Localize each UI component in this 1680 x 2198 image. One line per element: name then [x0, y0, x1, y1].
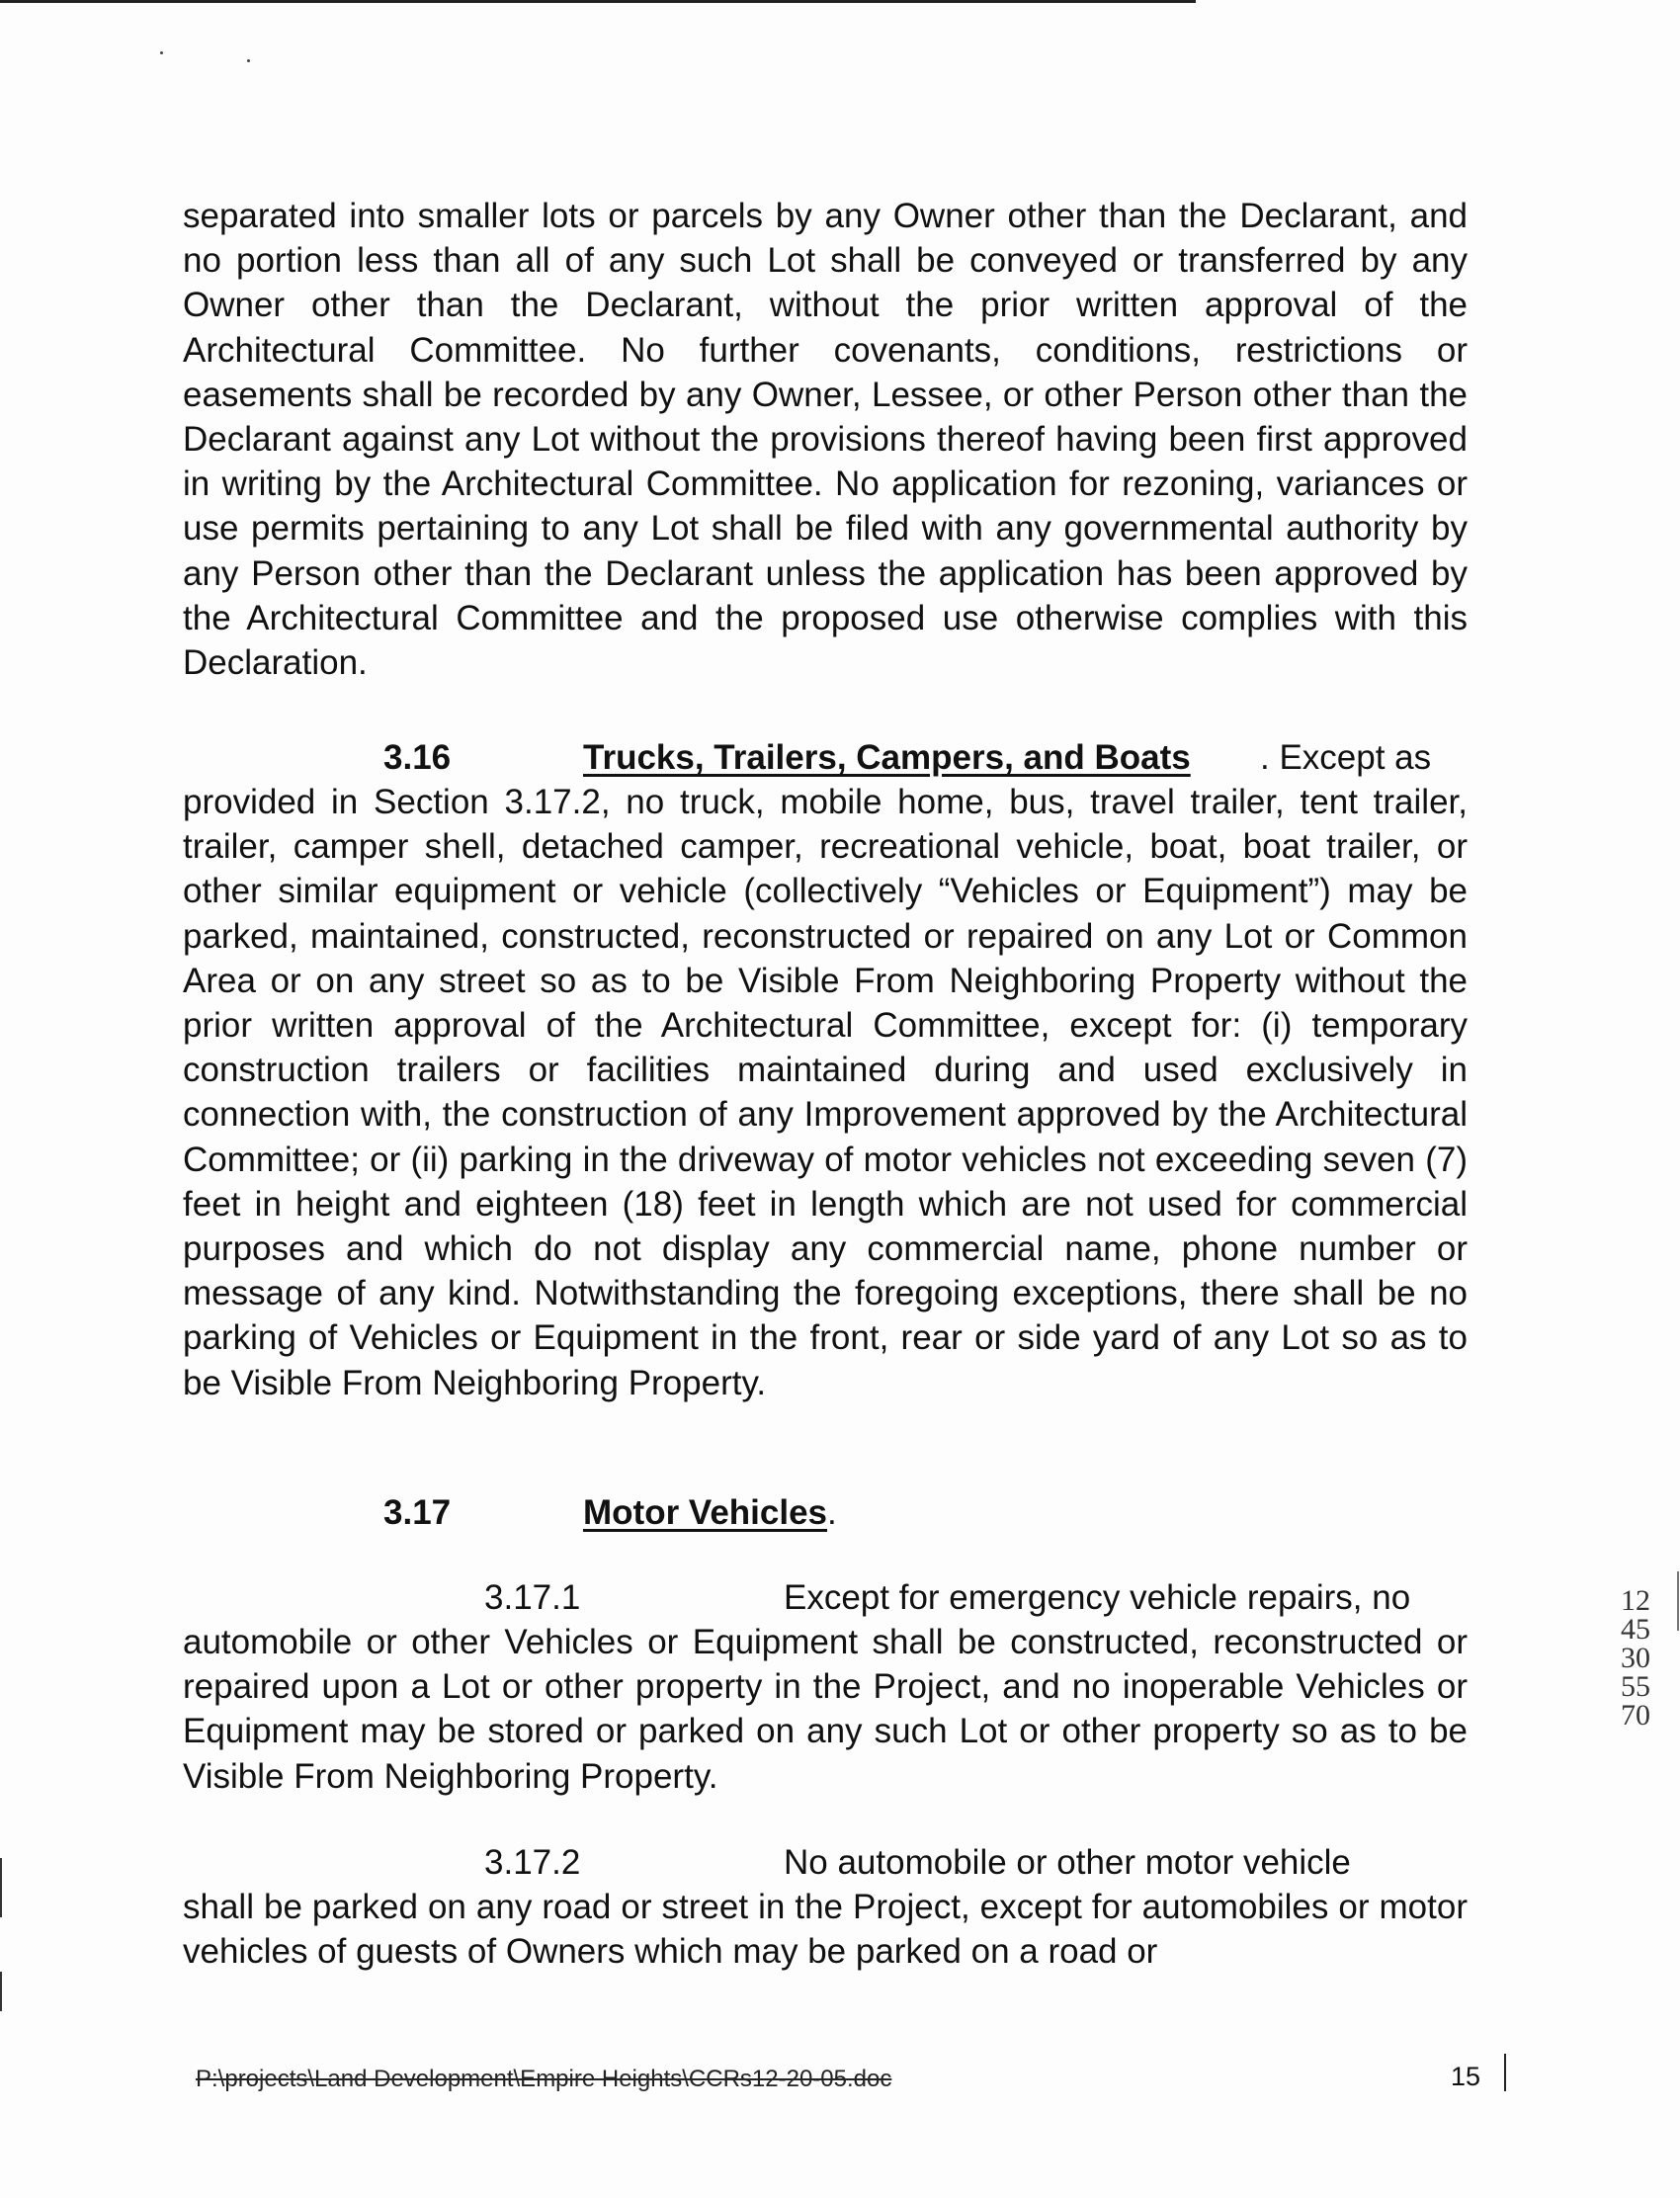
left-margin-mark — [0, 1858, 2, 1917]
revision-bar — [1504, 2054, 1506, 2091]
paragraph-3-15-continued: separated into smaller lots or parcels by any Owner other than the Declarant, and no portion less than all of any such Lot shall be conveyed or transferred by any Owner other than the Declarant, without the prior written approval of the Architectural Committee. No further covenants, conditions, restrictions or easements shall be recorded by any Owner, Lessee, or other Person other than the Declarant against any Lot without the provisions thereof having been first approved in writing by the Architectural Committee. No application for rezoning, variances or use permits pertaining to any Lot shall be filed with any governmental authority by any Person other than the Declarant unless the application has been approved by the Architectural Committee and the proposed use otherwise complies with this Declaration. — [183, 197, 1468, 683]
section-3-17-1-number: 3.17.1 — [484, 1578, 581, 1617]
section-3-17-number: 3.17 — [383, 1493, 452, 1532]
section-3-17-1-body: automobile or other Vehicles or Equipment shall be constructed, reconstructed or repaired upon a Lot or other property in the Project, and no inoperable Vehicles or Equipment may be stored or parked on any such Lot or other property so as to be Visible From Neighboring Property. — [183, 1623, 1468, 1796]
scan-speck — [247, 59, 250, 62]
top-scan-border — [0, 0, 1196, 3]
left-margin-mark — [0, 1972, 2, 2011]
section-3-16-number: 3.16 — [383, 738, 452, 777]
section-3-17-title-text: Motor Vehicles — [583, 1493, 828, 1532]
scan-speck — [160, 51, 163, 54]
section-3-17-title — [583, 1490, 837, 1535]
section-3-17-2-first-line-rest: No automobile or other motor vehicle — [784, 1843, 1351, 1882]
section-3-16-first-line-rest: . Except as — [1260, 738, 1432, 777]
section-3-17-1-first-line-rest: Except for emergency vehicle repairs, no — [784, 1578, 1411, 1617]
section-3-16-title: Trucks, Trailers, Campers, and Boats — [583, 738, 1191, 777]
recording-stamp-number: 1245305570 — [1621, 1584, 1650, 1732]
footer-file-path: P:\projects\Land Development\Empire Heights\CCRs12-20-05.doc — [196, 2066, 892, 2092]
section-3-17-2-number: 3.17.2 — [484, 1843, 581, 1882]
right-margin-mark — [1677, 1571, 1679, 1631]
page-number: 15 — [1451, 2062, 1481, 2091]
section-3-17-title-suffix: . — [827, 1493, 837, 1532]
section-3-16-body: provided in Section 3.17.2, no truck, mobile home, bus, travel trailer, tent trailer, trailer, camper shell, detached camper, recreational vehicle, boat, boat trailer, or other similar equipment or vehicle (collectively “Vehicles or Equipment”) may be parked, maintained, constructed, reconstructed or repaired on any Lot or Common Area or on any street so as to be Visible From Neighboring Property without the prior written approval of the Architectural Committee, except for: (i) temporary construction trailers or facilities maintained during and used exclusively in connection with, the construction of any Improvement approved by the Architectural Committee; or (ii) parking in the driveway of motor vehicles not exceeding seven (7) feet in height and eighteen (18) feet in length which are not used for commercial purposes and which do not display any commercial name, phone number or message of any kind. Notwithstanding the foregoing exceptions, there shall be no parking of Vehicles or Equipment in the front, rear or side yard of any Lot so as to be Visible From Neighboring Property. — [183, 783, 1468, 1402]
section-3-17-2-body: shall be parked on any road or street in the Project, except for automobiles or motor vehicles of guests of Owners which may be parked on a road or — [183, 1888, 1468, 1972]
